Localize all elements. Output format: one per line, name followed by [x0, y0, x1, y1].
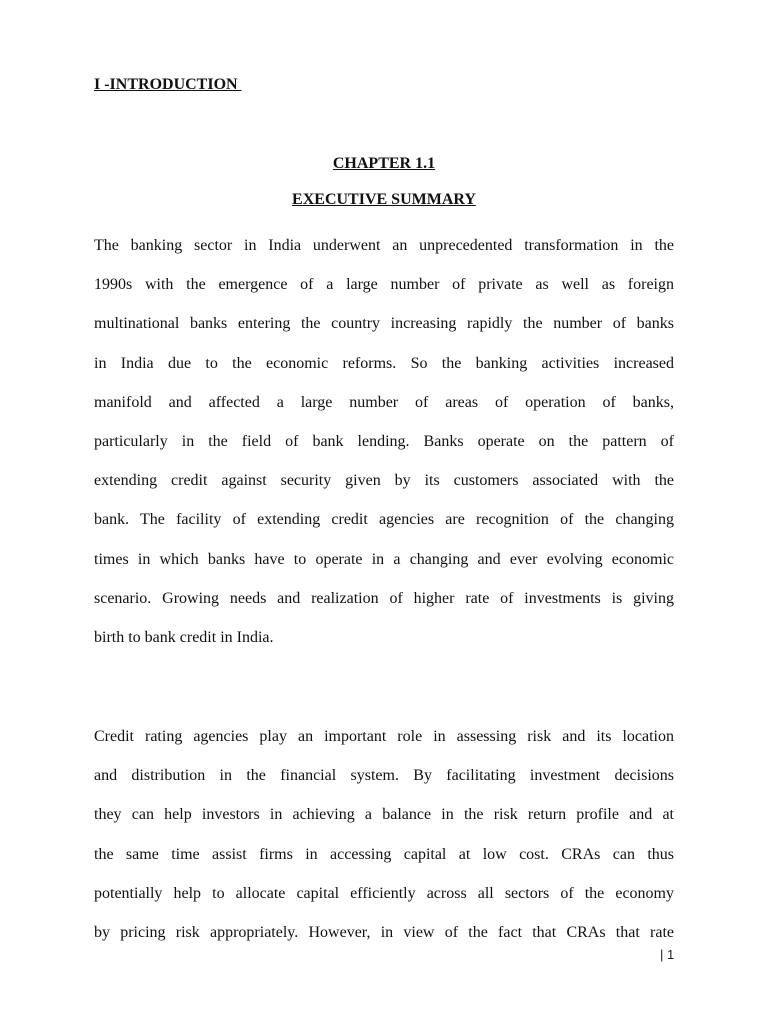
text-line: times in which banks have to operate in a changing and ever evolving economic: [94, 550, 674, 568]
paragraph-banking-sector: [94, 226, 674, 657]
text-line: they can help investors in achieving a balance in the risk return profile and at: [94, 806, 674, 824]
chapter-label: CHAPTER 1.1: [332, 155, 436, 172]
text-line: particularly in the field of bank lending. Banks operate on the pattern of: [94, 432, 674, 450]
text-line: in India due to the economic reforms. So the banking activities increased: [94, 354, 674, 372]
text-line: birth to bank credit in India.: [94, 628, 274, 646]
text-line: manifold and affected a large number of areas of operation of banks,: [94, 393, 674, 411]
text-line: scenario. Growing needs and realization of higher rate of investments is giving: [94, 589, 674, 607]
summary-title: EXECUTIVE SUMMARY: [292, 191, 476, 208]
text-line: by pricing risk appropriately. However, in view of the fact that CRAs that rate: [94, 923, 674, 941]
text-line: The banking sector in India underwent an unprecedented transformation in the: [94, 237, 674, 254]
page-number: | 1: [660, 947, 675, 962]
section-heading: I -INTRODUCTION: [94, 76, 242, 93]
text-line: Credit rating agencies play an important role in assessing risk and its location: [94, 728, 674, 745]
text-line: potentially help to allocate capital efficiently across all sectors of the economy: [94, 884, 674, 902]
paragraph-credit-rating: [94, 717, 674, 952]
text-line: 1990s with the emergence of a large number of private as well as foreign: [94, 276, 674, 294]
text-line: and distribution in the financial system. By facilitating investment decisions: [94, 767, 674, 785]
text-line: multinational banks entering the country increasing rapidly the number of banks: [94, 315, 674, 333]
text-line: bank. The facility of extending credit agencies are recognition of the changing: [94, 511, 674, 529]
text-line: the same time assist firms in accessing capital at low cost. CRAs can thus: [94, 845, 674, 863]
text-line: extending credit against security given by its customers associated with the: [94, 472, 674, 490]
